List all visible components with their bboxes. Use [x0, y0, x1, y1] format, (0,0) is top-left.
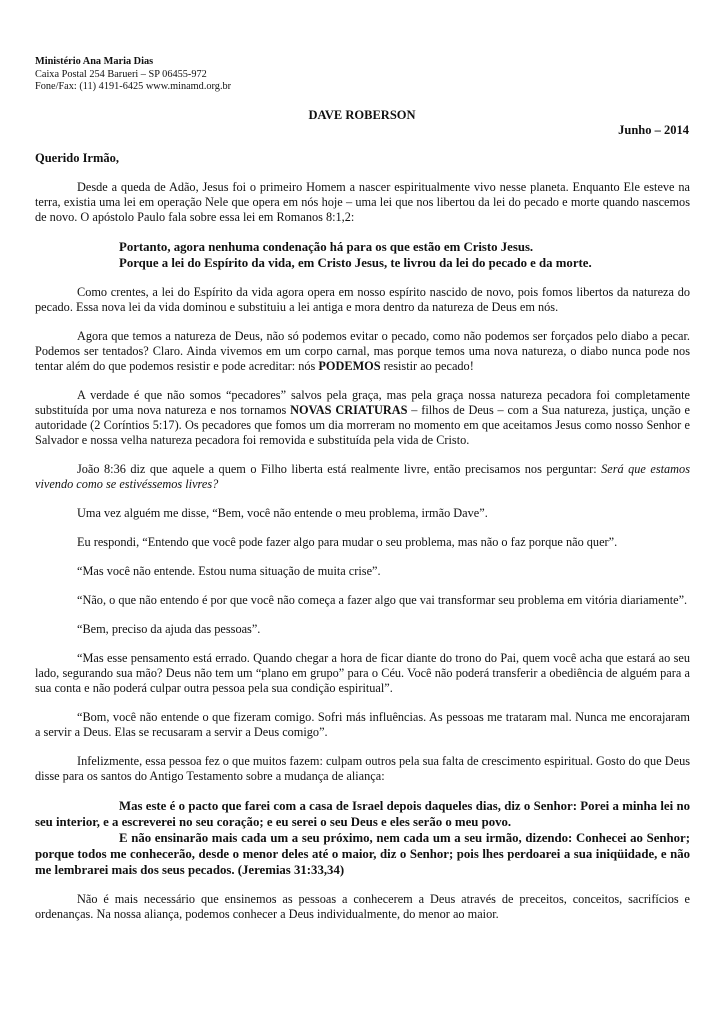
quote-line-2: Porque a lei do Espírito da vida, em Cristo Jesus, te livrou da lei do pecado e da morte. — [119, 256, 592, 270]
paragraph-4 — [35, 388, 690, 448]
emphasis-podemos: PODEMOS — [318, 359, 381, 373]
quote-line-1: Portanto, agora nenhuma condenação há para os que estão em Cristo Jesus. — [119, 240, 534, 254]
quote-jeremiah-part-2: E não ensinarão mais cada um a seu próximo, nem cada um a seu irmão, dizendo: Conhecei ao Senhor; porque todos me conhecerão, desde o menor deles até o maior, diz o Senhor; pois lhes perdoarei a sua iniqüidade, e não me lembrarei mais dos seus pecados. (Jeremias 31:33,34) — [35, 831, 690, 877]
paragraph-5 — [35, 462, 690, 492]
letter-date: Junho – 2014 — [618, 123, 689, 137]
scripture-quote-romans — [35, 239, 690, 271]
paragraph-2: Como crentes, a lei do Espírito da vida agora opera em nosso espírito nascido de novo, pois fomos libertos da natureza do pecado. Essa nova lei da vida dominou e substituiu a lei antiga e mora dentro da natureza de Deus em nós. — [35, 285, 690, 314]
paragraph-1: Desde a queda de Adão, Jesus foi o primeiro Homem a nascer espiritualmente vivo nesse planeta. Enquanto Ele esteve na terra, existia uma lei em operação Nele que opera em nós hoje – uma lei que nos libertou da lei do pecado e morte quando nascemos de novo. O apóstolo Paulo fala sobre essa lei em Romanos 8:1,2: — [35, 180, 690, 224]
organization-name: Ministério Ana Maria Dias — [35, 56, 154, 67]
quote-jeremiah-part-1: Mas este é o pacto que farei com a casa de Israel depois daqueles dias, diz o Senhor: Porei a minha lei no seu interior, e a escreverei no seu coração; e eu serei o seu Deus e eles serão o meu povo. — [35, 799, 690, 829]
letter-body — [35, 180, 690, 936]
letterhead — [35, 56, 231, 94]
paragraph-11: “Mas esse pensamento está errado. Quando chegar a hora de ficar diante do trono do Pai, quem você acha que estará ao seu lado, segurando sua mão? Deus não tem um “plano em grupo” para o Céu. Você não poderá transferir a obediência de alguém para a sua conta e não poderá culpar outra pessoa pela sua condição espiritual”. — [35, 651, 690, 695]
contact-info: Fone/Fax: (11) 4191-6425 www.minamd.org.br — [35, 81, 232, 92]
paragraph-9: “Não, o que não entendo é por que você não começa a fazer algo que vai transformar seu problema em vitória diariamente”. — [77, 593, 688, 607]
paragraph-12: “Bom, você não entende o que fizeram comigo. Sofri más influências. As pessoas me trataram mal. Nunca me encorajaram a servir a Deus. Elas se recusaram a servir a Deus comigo”. — [35, 710, 690, 739]
author-name: DAVE ROBERSON — [308, 108, 416, 122]
italic-question: Será que estamos vivendo como se estivéssemos livres? — [35, 462, 690, 491]
paragraph-5-text: João 8:36 diz que aquele a quem o Filho liberta está realmente livre, então precisamos nos perguntar: — [77, 462, 602, 476]
scripture-quote-jeremiah — [35, 798, 690, 878]
paragraph-14: Não é mais necessário que ensinemos as pessoas a conhecerem a Deus através de preceitos, conceitos, sacrifícios e ordenanças. Na nossa aliança, podemos conhecer a Deus individualmente, do menor ao maior. — [35, 892, 690, 921]
paragraph-3-end: resistir ao pecado! — [380, 359, 474, 373]
greeting: Querido Irmão, — [35, 151, 120, 165]
paragraph-10: “Bem, preciso da ajuda das pessoas”. — [77, 622, 261, 636]
paragraph-4-text: A verdade é que não somos “pecadores” salvos pela graça, mas pela graça nossa natureza pecadora foi completamente substituída por uma nova natureza e nos tornamos — [35, 388, 690, 417]
paragraph-6: Uma vez alguém me disse, “Bem, você não entende o meu problema, irmão Dave”. — [77, 506, 488, 520]
paragraph-3 — [35, 329, 690, 374]
paragraph-3-text: Agora que temos a natureza de Deus, não só podemos evitar o pecado, como não podemos ser forçados pelo diabo a pecar. Podemos ser tentados? Claro. Ainda vivemos em um corpo carnal, mas porque temos uma nova natureza, o diabo nunca pode nos tentar além do que podemos resistir e pode acreditar: nós — [35, 329, 690, 373]
postal-address: Caixa Postal 254 Barueri – SP 06455-972 — [35, 68, 207, 80]
paragraph-4-end: – filhos de Deus – com a Sua natureza, justiça, unção e autoridade (2 Coríntios 5:17). Os pecadores que fomos um dia morreram no momento em que aceitamos Jesus como nosso Senhor e Salvador e nossa velha natureza pecadora foi removida e substituída pela vida de Cristo. — [35, 403, 691, 447]
paragraph-13: Infelizmente, essa pessoa fez o que muitos fazem: culpam outros pela sua falta de crescimento espiritual. Gosto do que Deus disse para os santos do Antigo Testamento sobre a mudança de aliança: — [35, 754, 690, 783]
paragraph-7: Eu respondi, “Entendo que você pode fazer algo para mudar o seu problema, mas não o faz porque não quer”. — [77, 535, 618, 549]
emphasis-novas-criaturas: NOVAS CRIATURAS — [290, 403, 408, 417]
paragraph-8: “Mas você não entende. Estou numa situação de muita crise”. — [77, 564, 381, 578]
